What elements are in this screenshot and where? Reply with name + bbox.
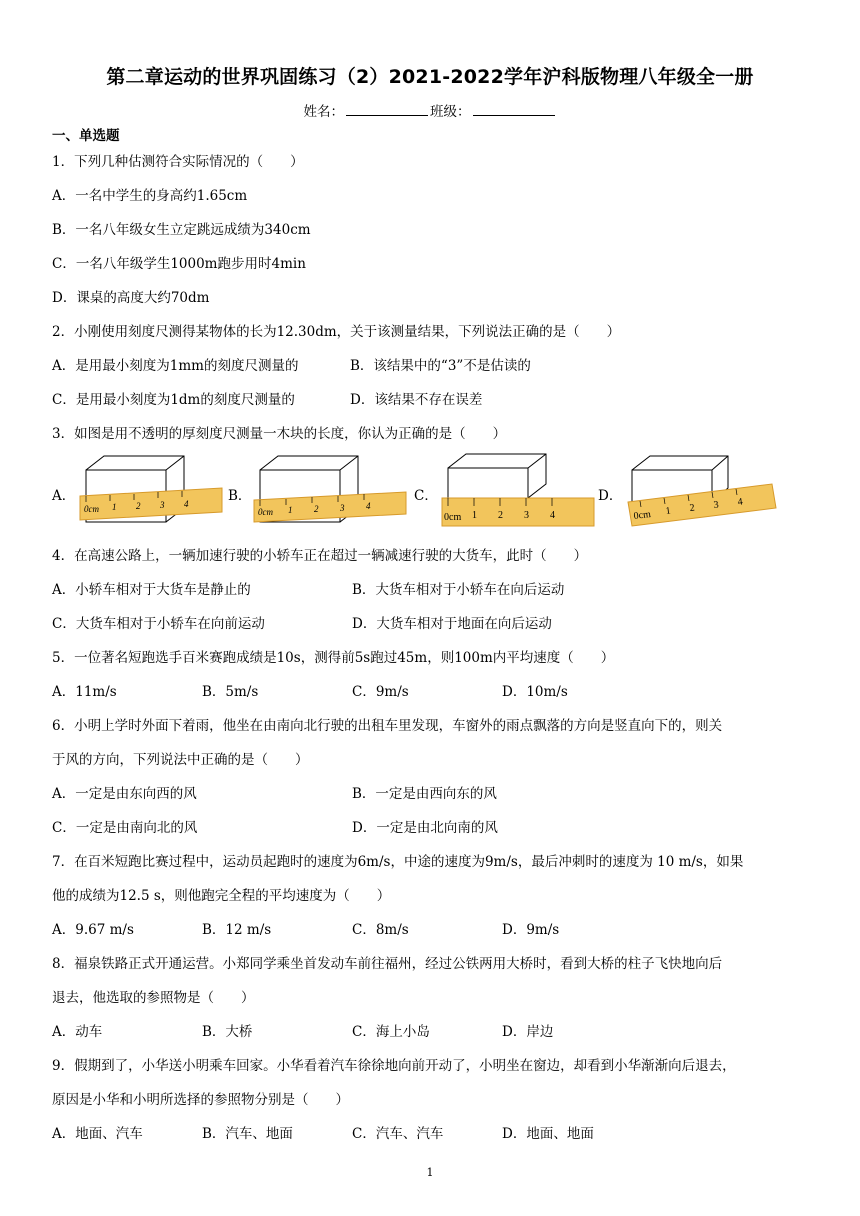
ruler-icon: [254, 492, 406, 522]
svg-text:2: 2: [689, 502, 696, 514]
name-blank[interactable]: [346, 103, 428, 116]
q2-option-a: A．是用最小刻度为1mm的刻度尺测量的: [52, 358, 299, 374]
class-label: 班级：: [430, 104, 471, 120]
page-number: 1: [426, 1166, 434, 1179]
svg-text:4: 4: [366, 501, 371, 511]
q4-option-d: D．大货车相对于地面在向后运动: [352, 616, 552, 632]
q3-figure-a: [74, 452, 224, 528]
q8-option-a: A．动车: [52, 1024, 103, 1040]
q1-option-d: D．课桌的高度大约70dm: [52, 290, 210, 306]
q6-option-a: A．一定是由东向西的风: [52, 786, 197, 802]
svg-text:1: 1: [472, 510, 477, 521]
q9-option-b: B．汽车、地面: [202, 1126, 293, 1142]
svg-text:3: 3: [160, 500, 165, 510]
name-label: 姓名：: [303, 104, 344, 120]
q4-option-a: A．小轿车相对于大货车是静止的: [52, 582, 251, 598]
svg-text:4: 4: [184, 499, 189, 509]
q9-option-a: A．地面、汽车: [52, 1126, 143, 1142]
q9-stem-line1: 9．假期到了，小华送小明乘车回家。小华看着汽车徐徐地向前开动了，小明坐在窗边，却看到小华渐渐向后退去，: [52, 1058, 736, 1074]
svg-text:0cm: 0cm: [258, 507, 273, 517]
q6-stem-line2: 于风的方向，下列说法中正确的是（ ）: [52, 752, 309, 768]
svg-text:3: 3: [713, 499, 720, 511]
svg-text:2: 2: [498, 510, 503, 521]
q3-stem: 3．如图是用不透明的厚刻度尺测量一木块的长度，你认为正确的是（ ）: [52, 426, 507, 442]
q6-option-b: B．一定是由西向东的风: [352, 786, 497, 802]
name-class-row: [0, 100, 860, 120]
q7-option-d: D．9m/s: [502, 922, 560, 938]
q4-option-c: C．大货车相对于小轿车在向前运动: [52, 616, 265, 632]
q1-option-a: A．一名中学生的身高约1.65cm: [52, 188, 248, 204]
q7-stem-line1: 7．在百米短跑比赛过程中，运动员起跑时的速度为6m/s，中途的速度为9m/s，最后冲刺时的速度为 10 m/s，如果: [52, 854, 744, 870]
block-icon: [448, 454, 546, 498]
q6-option-d: D．一定是由北向南的风: [352, 820, 498, 836]
q3-figure-d: [622, 452, 782, 530]
q4-stem: 4．在高速公路上，一辆加速行驶的小轿车正在超过一辆减速行驶的大货车，此时（ ）: [52, 548, 588, 564]
q2-stem: 2．小刚使用刻度尺测得某物体的长为12.30dm，关于该测量结果，下列说法正确的是（ ）: [52, 324, 621, 340]
q8-option-b: B．大桥: [202, 1024, 253, 1040]
q3-label-a: A．: [52, 488, 76, 504]
q1-option-c: C．一名八年级学生1000m跑步用时4min: [52, 256, 306, 272]
class-blank[interactable]: [473, 103, 555, 116]
q7-option-a: A．9.67 m/s: [52, 922, 134, 938]
q7-option-c: C．8m/s: [352, 922, 409, 938]
svg-text:2: 2: [136, 501, 141, 511]
q3-figure-c: [438, 452, 598, 532]
ruler-icon: [80, 488, 222, 520]
q2-option-b: B．该结果中的“3”不是估读的: [350, 358, 531, 374]
q9-stem-line2: 原因是小华和小明所选择的参照物分别是（ ）: [52, 1092, 349, 1108]
svg-text:4: 4: [737, 496, 744, 508]
q8-stem-line1: 8．福泉铁路正式开通运营。小郑同学乘坐首发动车前往福州，经过公铁两用大桥时，看到大桥的柱子飞快地向后: [52, 956, 723, 972]
ruler-icon: [628, 484, 776, 526]
q6-option-c: C．一定是由南向北的风: [52, 820, 198, 836]
document-title: 第二章运动的世界巩固练习（2）2021-2022学年沪科版物理八年级全一册: [106, 66, 754, 88]
q9-option-d: D．地面、地面: [502, 1126, 594, 1142]
svg-text:3: 3: [340, 503, 345, 513]
q5-option-d: D．10m/s: [502, 684, 568, 700]
q6-stem-line1: 6．小明上学时外面下着雨，他坐在由南向北行驶的出租车里发现，车窗外的雨点飘落的方向是竖直向下的，则关: [52, 718, 723, 734]
section-heading: 一、单选题: [52, 128, 120, 144]
svg-text:3: 3: [524, 510, 529, 521]
q7-option-b: B．12 m/s: [202, 922, 272, 938]
q2-option-d: D．该结果不存在误差: [350, 392, 483, 408]
ruler-icon: [442, 498, 594, 526]
q8-option-d: D．岸边: [502, 1024, 554, 1040]
svg-text:1: 1: [288, 505, 293, 515]
svg-text:0cm: 0cm: [84, 504, 99, 514]
q8-stem-line2: 退去，他选取的参照物是（ ）: [52, 990, 255, 1006]
svg-text:0cm: 0cm: [444, 512, 462, 523]
svg-text:1: 1: [112, 502, 117, 512]
q3-label-b: B．: [228, 488, 252, 504]
svg-text:2: 2: [314, 504, 319, 514]
q9-option-c: C．汽车、汽车: [352, 1126, 444, 1142]
q7-stem-line2: 他的成绩为12.5 s，则他跑完全程的平均速度为（ ）: [52, 888, 391, 904]
q3-label-c: C．: [414, 488, 438, 504]
svg-text:1: 1: [665, 505, 672, 517]
q8-option-c: C．海上小岛: [352, 1024, 430, 1040]
q3-label-d: D．: [598, 488, 623, 504]
svg-text:4: 4: [550, 510, 555, 521]
q2-option-c: C．是用最小刻度为1dm的刻度尺测量的: [52, 392, 295, 408]
q4-option-b: B．大货车相对于小轿车在向后运动: [352, 582, 565, 598]
q5-option-b: B．5m/s: [202, 684, 259, 700]
q3-figure-b: [250, 452, 410, 528]
svg-text:0cm: 0cm: [633, 508, 652, 522]
q5-stem: 5．一位著名短跑选手百米赛跑成绩是10s，测得前5s跑过45m，则100m内平均速度（ ）: [52, 650, 615, 666]
q5-option-a: A．11m/s: [52, 684, 117, 700]
q1-stem: 1．下列几种估测符合实际情况的（ ）: [52, 154, 304, 170]
q1-option-b: B．一名八年级女生立定跳远成绩为340cm: [52, 222, 311, 238]
q5-option-c: C．9m/s: [352, 684, 409, 700]
